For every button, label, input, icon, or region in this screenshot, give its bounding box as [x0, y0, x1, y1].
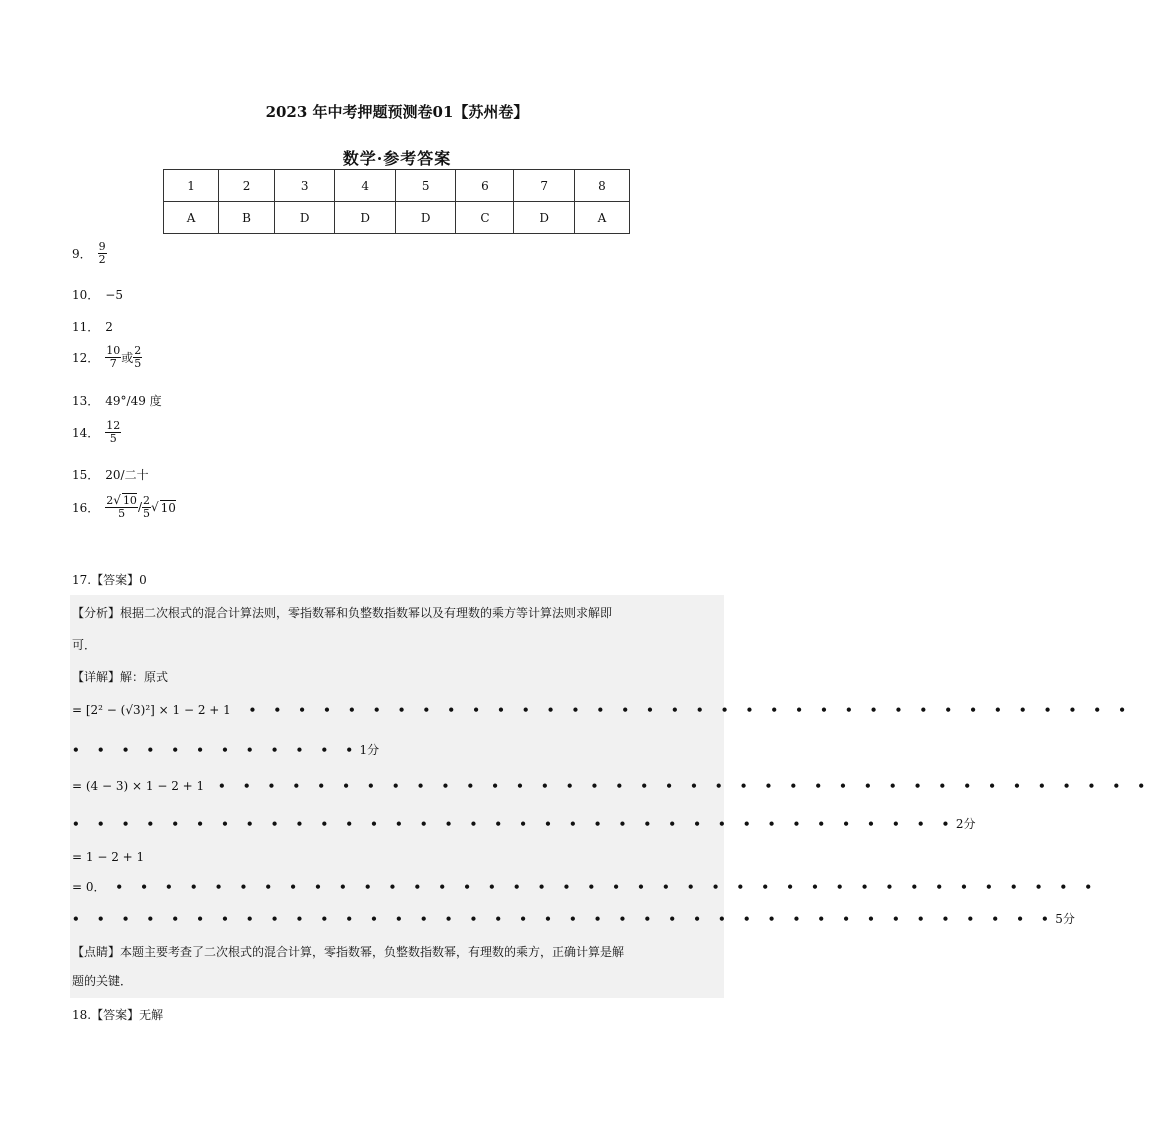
- page-subtitle: 数学·参考答案: [342, 149, 452, 168]
- question-label: 12．: [72, 351, 100, 365]
- fraction: [98, 241, 107, 266]
- q17-detail-heading: 【详解】解：原式: [72, 670, 169, 684]
- q17-comment-line2: 题的关键．: [72, 974, 133, 988]
- answer-choice: B: [219, 202, 275, 234]
- score-dots: • • • • • • • • • • • • • • • • • • • • • • • • • • • • • • • • • • • • • •: [217, 779, 1152, 793]
- fraction: [105, 420, 121, 445]
- q17-comment-line1: 【点睛】本题主要考查了二次根式的混合计算，零指数幂，负整数指数幂，有理数的乘方，正确计算是解: [72, 945, 625, 959]
- answer-choice: C: [456, 202, 514, 234]
- fraction: [105, 494, 138, 520]
- page-title: 2023 年中考押题预测卷01【苏州卷】: [265, 103, 529, 121]
- solution-box: [70, 595, 724, 998]
- numerator: 2: [142, 493, 150, 507]
- answer-value: 49°/49 度: [105, 394, 162, 408]
- denominator: 7: [109, 357, 117, 370]
- answer-choice: D: [335, 202, 395, 234]
- question-label: 9．: [72, 247, 92, 261]
- answer-q11: [72, 318, 113, 335]
- score-dots: • • • • • • • • • • • • • • • • • • • • • • • • • • • • • • • • • • • • • • • •: [72, 912, 1056, 926]
- numerator: 9: [98, 240, 106, 253]
- question-number: 4: [335, 170, 395, 202]
- step-expression: = (4 − 3) × 1 − 2 + 1: [72, 779, 205, 793]
- q17-step2: [72, 779, 1152, 793]
- score-dots: • • • • • • • • • • • •: [72, 743, 360, 757]
- q17-step1-score: [72, 741, 379, 758]
- answer-q10: [72, 286, 123, 303]
- answer-choice: D: [514, 202, 574, 234]
- step-expression: = 0．: [72, 880, 106, 894]
- question-number-row: [164, 170, 630, 202]
- denominator: 5: [134, 357, 142, 370]
- answer-q16: [72, 494, 176, 520]
- q17-step3: = 1 − 2 + 1: [72, 850, 145, 864]
- question-label: 14．: [72, 426, 100, 440]
- numerator: [105, 494, 138, 508]
- question-label: 13．: [72, 394, 100, 408]
- numerator: 12: [106, 419, 121, 432]
- answer-q14: [72, 420, 121, 445]
- score-dots: • • • • • • • • • • • • • • • • • • • • • • • • • • • • • • • • • • • •: [72, 817, 956, 831]
- radical-sign-icon: √: [150, 500, 159, 514]
- coefficient: 2: [106, 494, 114, 507]
- answer-choice: D: [395, 202, 455, 234]
- answer-q13: [72, 392, 162, 409]
- answer-q12: [72, 345, 142, 370]
- answer-choice: A: [164, 202, 219, 234]
- score-value: 2分: [955, 817, 976, 831]
- fraction: [105, 345, 121, 370]
- step-expression: = [2² − (√3)²] × 1 − 2 + 1: [72, 703, 231, 717]
- answer-q9: [72, 241, 107, 266]
- question-label: 11．: [72, 320, 100, 334]
- question-number: 3: [274, 170, 334, 202]
- answer-value: 20/二十: [105, 468, 149, 482]
- q17-step1: [72, 703, 1132, 717]
- joiner-text: 或: [121, 351, 134, 365]
- question-label: 15．: [72, 468, 100, 482]
- answer-row: [164, 202, 630, 234]
- score-value: 5分: [1055, 912, 1075, 926]
- score-value: 1分: [359, 743, 380, 757]
- answer-choice: A: [574, 202, 629, 234]
- answer-table: [163, 169, 630, 234]
- denominator: 5: [118, 507, 126, 520]
- question-number: 7: [514, 170, 574, 202]
- q17-step2-score: [72, 815, 975, 832]
- denominator: 5: [109, 432, 117, 445]
- slash-separator: /: [137, 500, 142, 514]
- q17-answer: 17.【答案】0: [72, 573, 147, 587]
- score-dots: • • • • • • • • • • • • • • • • • • • • • • • • • • • • • • • • • • • • • • • •: [115, 880, 1099, 894]
- score-dots: • • • • • • • • • • • • • • • • • • • • • • • • • • • • • • • • • • • •: [248, 703, 1133, 717]
- question-label: 10．: [72, 288, 100, 302]
- denominator: 5: [142, 506, 150, 520]
- radicand: 10: [122, 494, 137, 507]
- q18-answer: 18.【答案】无解: [72, 1008, 164, 1022]
- radicand: 10: [160, 500, 176, 515]
- question-label: 16．: [72, 500, 100, 515]
- question-number: 5: [395, 170, 455, 202]
- fraction: [142, 495, 151, 520]
- q17-step4-score: [72, 910, 1075, 927]
- numerator: 10: [106, 344, 121, 357]
- answer-choice: D: [274, 202, 334, 234]
- question-number: 2: [219, 170, 275, 202]
- question-number: 8: [574, 170, 629, 202]
- answer-q15: [72, 466, 149, 483]
- answer-value: 2: [105, 319, 113, 334]
- question-number: 6: [456, 170, 514, 202]
- q17-analysis-line2: 可．: [72, 638, 97, 652]
- numerator: 2: [134, 344, 142, 357]
- question-number: 1: [164, 170, 219, 202]
- q17-step4: [72, 878, 1099, 895]
- denominator: 2: [98, 253, 106, 266]
- fraction: [133, 345, 142, 370]
- radical-sign-icon: √: [113, 493, 121, 507]
- answer-value: −5: [105, 287, 123, 302]
- q17-analysis-line1: 【分析】根据二次根式的混合计算法则，零指数幂和负整数指数幂以及有理数的乘方等计算法则求解即: [72, 606, 613, 620]
